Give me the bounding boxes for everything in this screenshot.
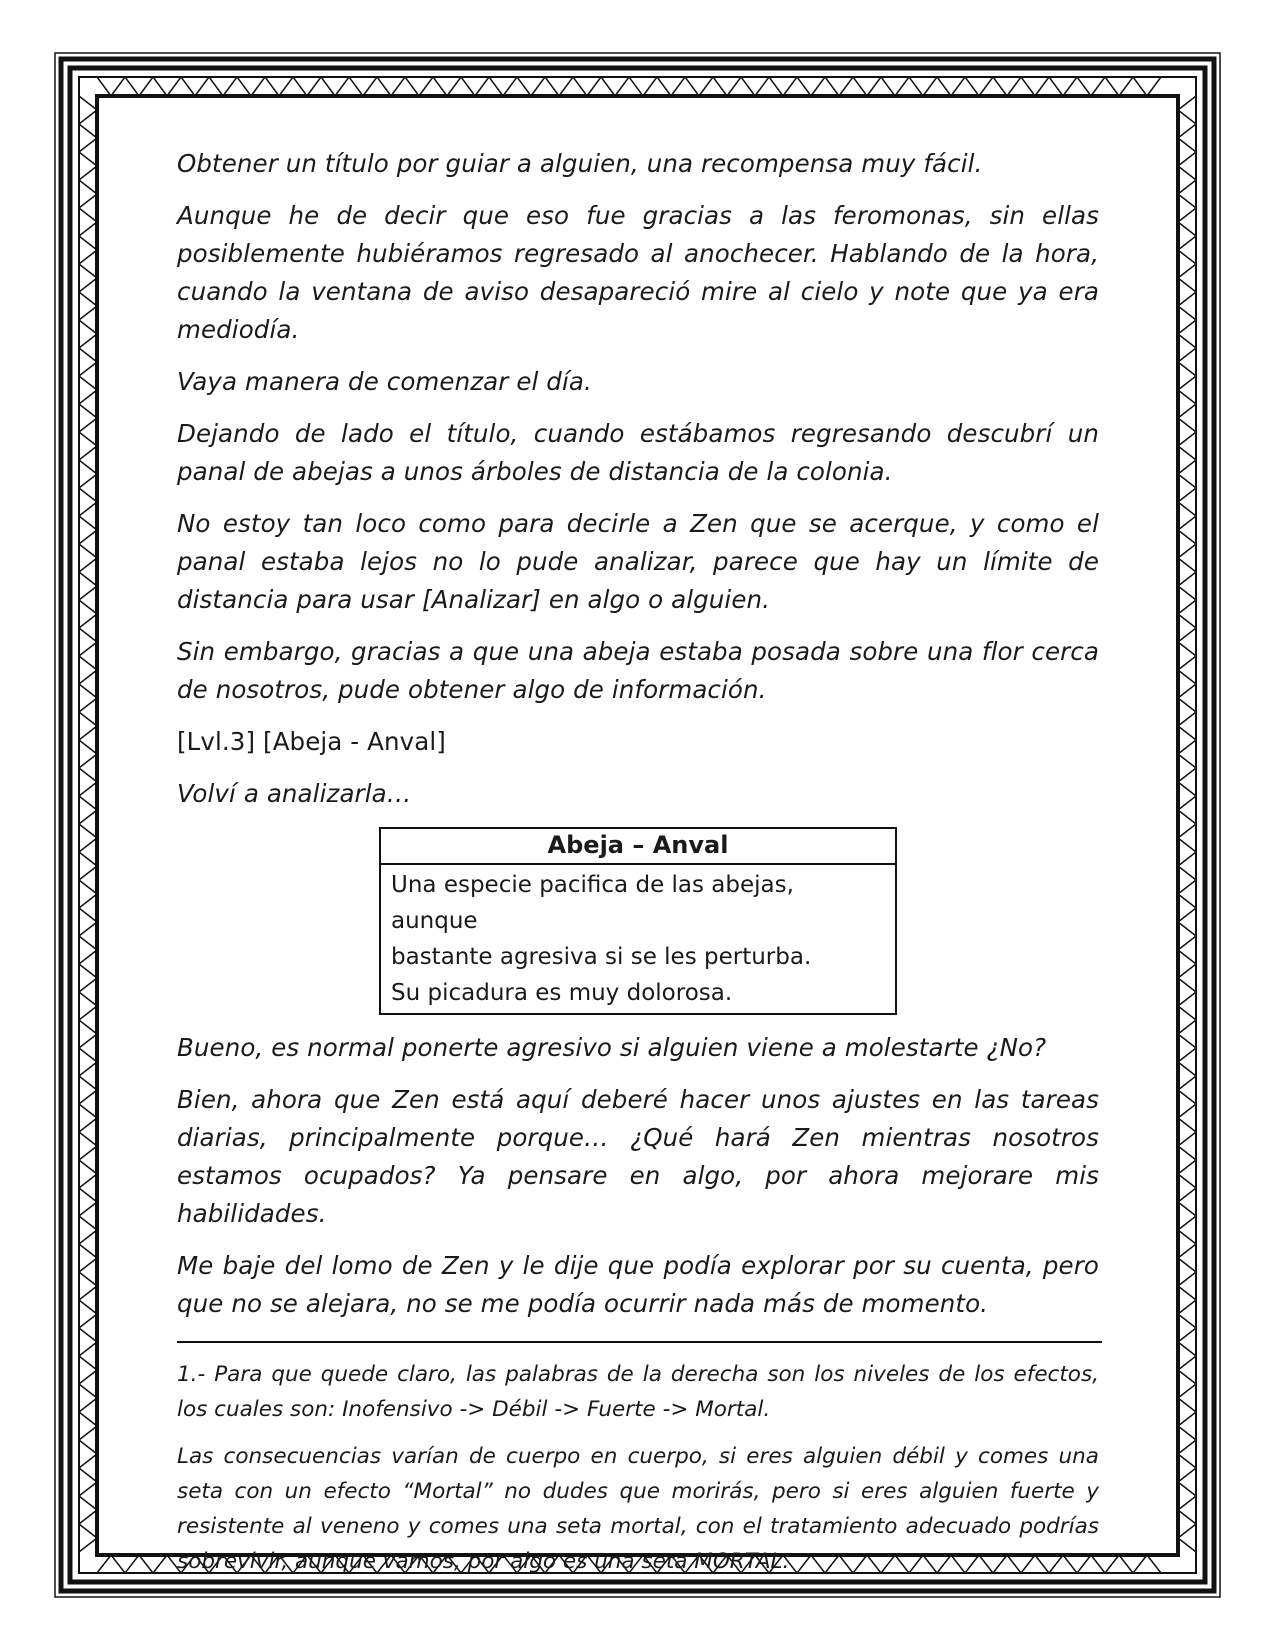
paragraphs-bottom [177, 1029, 1099, 1323]
info-box-title: Abeja – Anval [380, 828, 896, 864]
info-box-line: Una especie pacifica de las abejas, aunque [391, 872, 794, 934]
paragraph: No estoy tan loco como para decirle a Zen que se acerque, y como el panal estaba lejos no lo pude analizar, parece que hay un límite de distancia para usar [Analizar] en algo o alguien. [177, 509, 1099, 614]
page-content [177, 145, 1099, 1591]
paragraph: Sin embargo, gracias a que una abeja estaba posada sobre una flor cerca de nosotros, pude obtener algo de información. [177, 637, 1099, 704]
paragraph: Aunque he de decir que eso fue gracias a las feromonas, sin ellas posiblemente hubiéramos regresado al anochecer. Hablando de la hora, cuando la ventana de aviso desapareció mire al cielo y note que ya era mediodía. [177, 201, 1099, 344]
footnote: Las consecuencias varían de cuerpo en cuerpo, si eres alguien débil y comes una seta con un efecto “Mortal” no dudes que morirás, pero si eres alguien fuerte y resistente al veneno y comes una seta mortal, con el tratamiento adecuado podrías sobrevivir, aunque vamos, por algo es una seta MORTAL. [177, 1444, 1099, 1574]
footnotes [177, 1357, 1099, 1579]
paragraphs-top [177, 145, 1099, 709]
footnote-divider [177, 1341, 1102, 1343]
creature-info-box [379, 827, 897, 1015]
paragraph: Obtener un título por guiar a alguien, una recompensa muy fácil. [177, 149, 983, 178]
info-box-body [380, 864, 896, 1014]
paragraph: Me baje del lomo de Zen y le dije que podía explorar por su cuenta, pero que no se alejara, no se me podía ocurrir nada más de momento. [177, 1251, 1099, 1318]
footnote: 1.- Para que quede claro, las palabras de la derecha son los niveles de los efectos, los cuales son: Inofensivo -> Débil -> Fuerte -> Mortal. [177, 1362, 1099, 1422]
analyze-line: Volví a analizarla… [177, 779, 412, 808]
paragraph: Dejando de lado el título, cuando estábamos regresando descubrí un panal de abejas a unos árboles de distancia de la colonia. [177, 419, 1099, 486]
paragraph: Bien, ahora que Zen está aquí deberé hacer unos ajustes en las tareas diarias, principalmente porque… ¿Qué hará Zen mientras nosotros estamos ocupados? Ya pensare en algo, por ahora mejorare mis habilidades. [177, 1085, 1099, 1228]
info-box-line: Su picadura es muy dolorosa. [391, 980, 733, 1006]
paragraph: Vaya manera de comenzar el día. [177, 367, 592, 396]
status-line: [Lvl.3] [Abeja - Anval] [177, 727, 446, 756]
info-box-line: bastante agresiva si se les perturba. [391, 944, 812, 970]
paragraph: Bueno, es normal ponerte agresivo si alguien viene a molestarte ¿No? [177, 1033, 1047, 1062]
